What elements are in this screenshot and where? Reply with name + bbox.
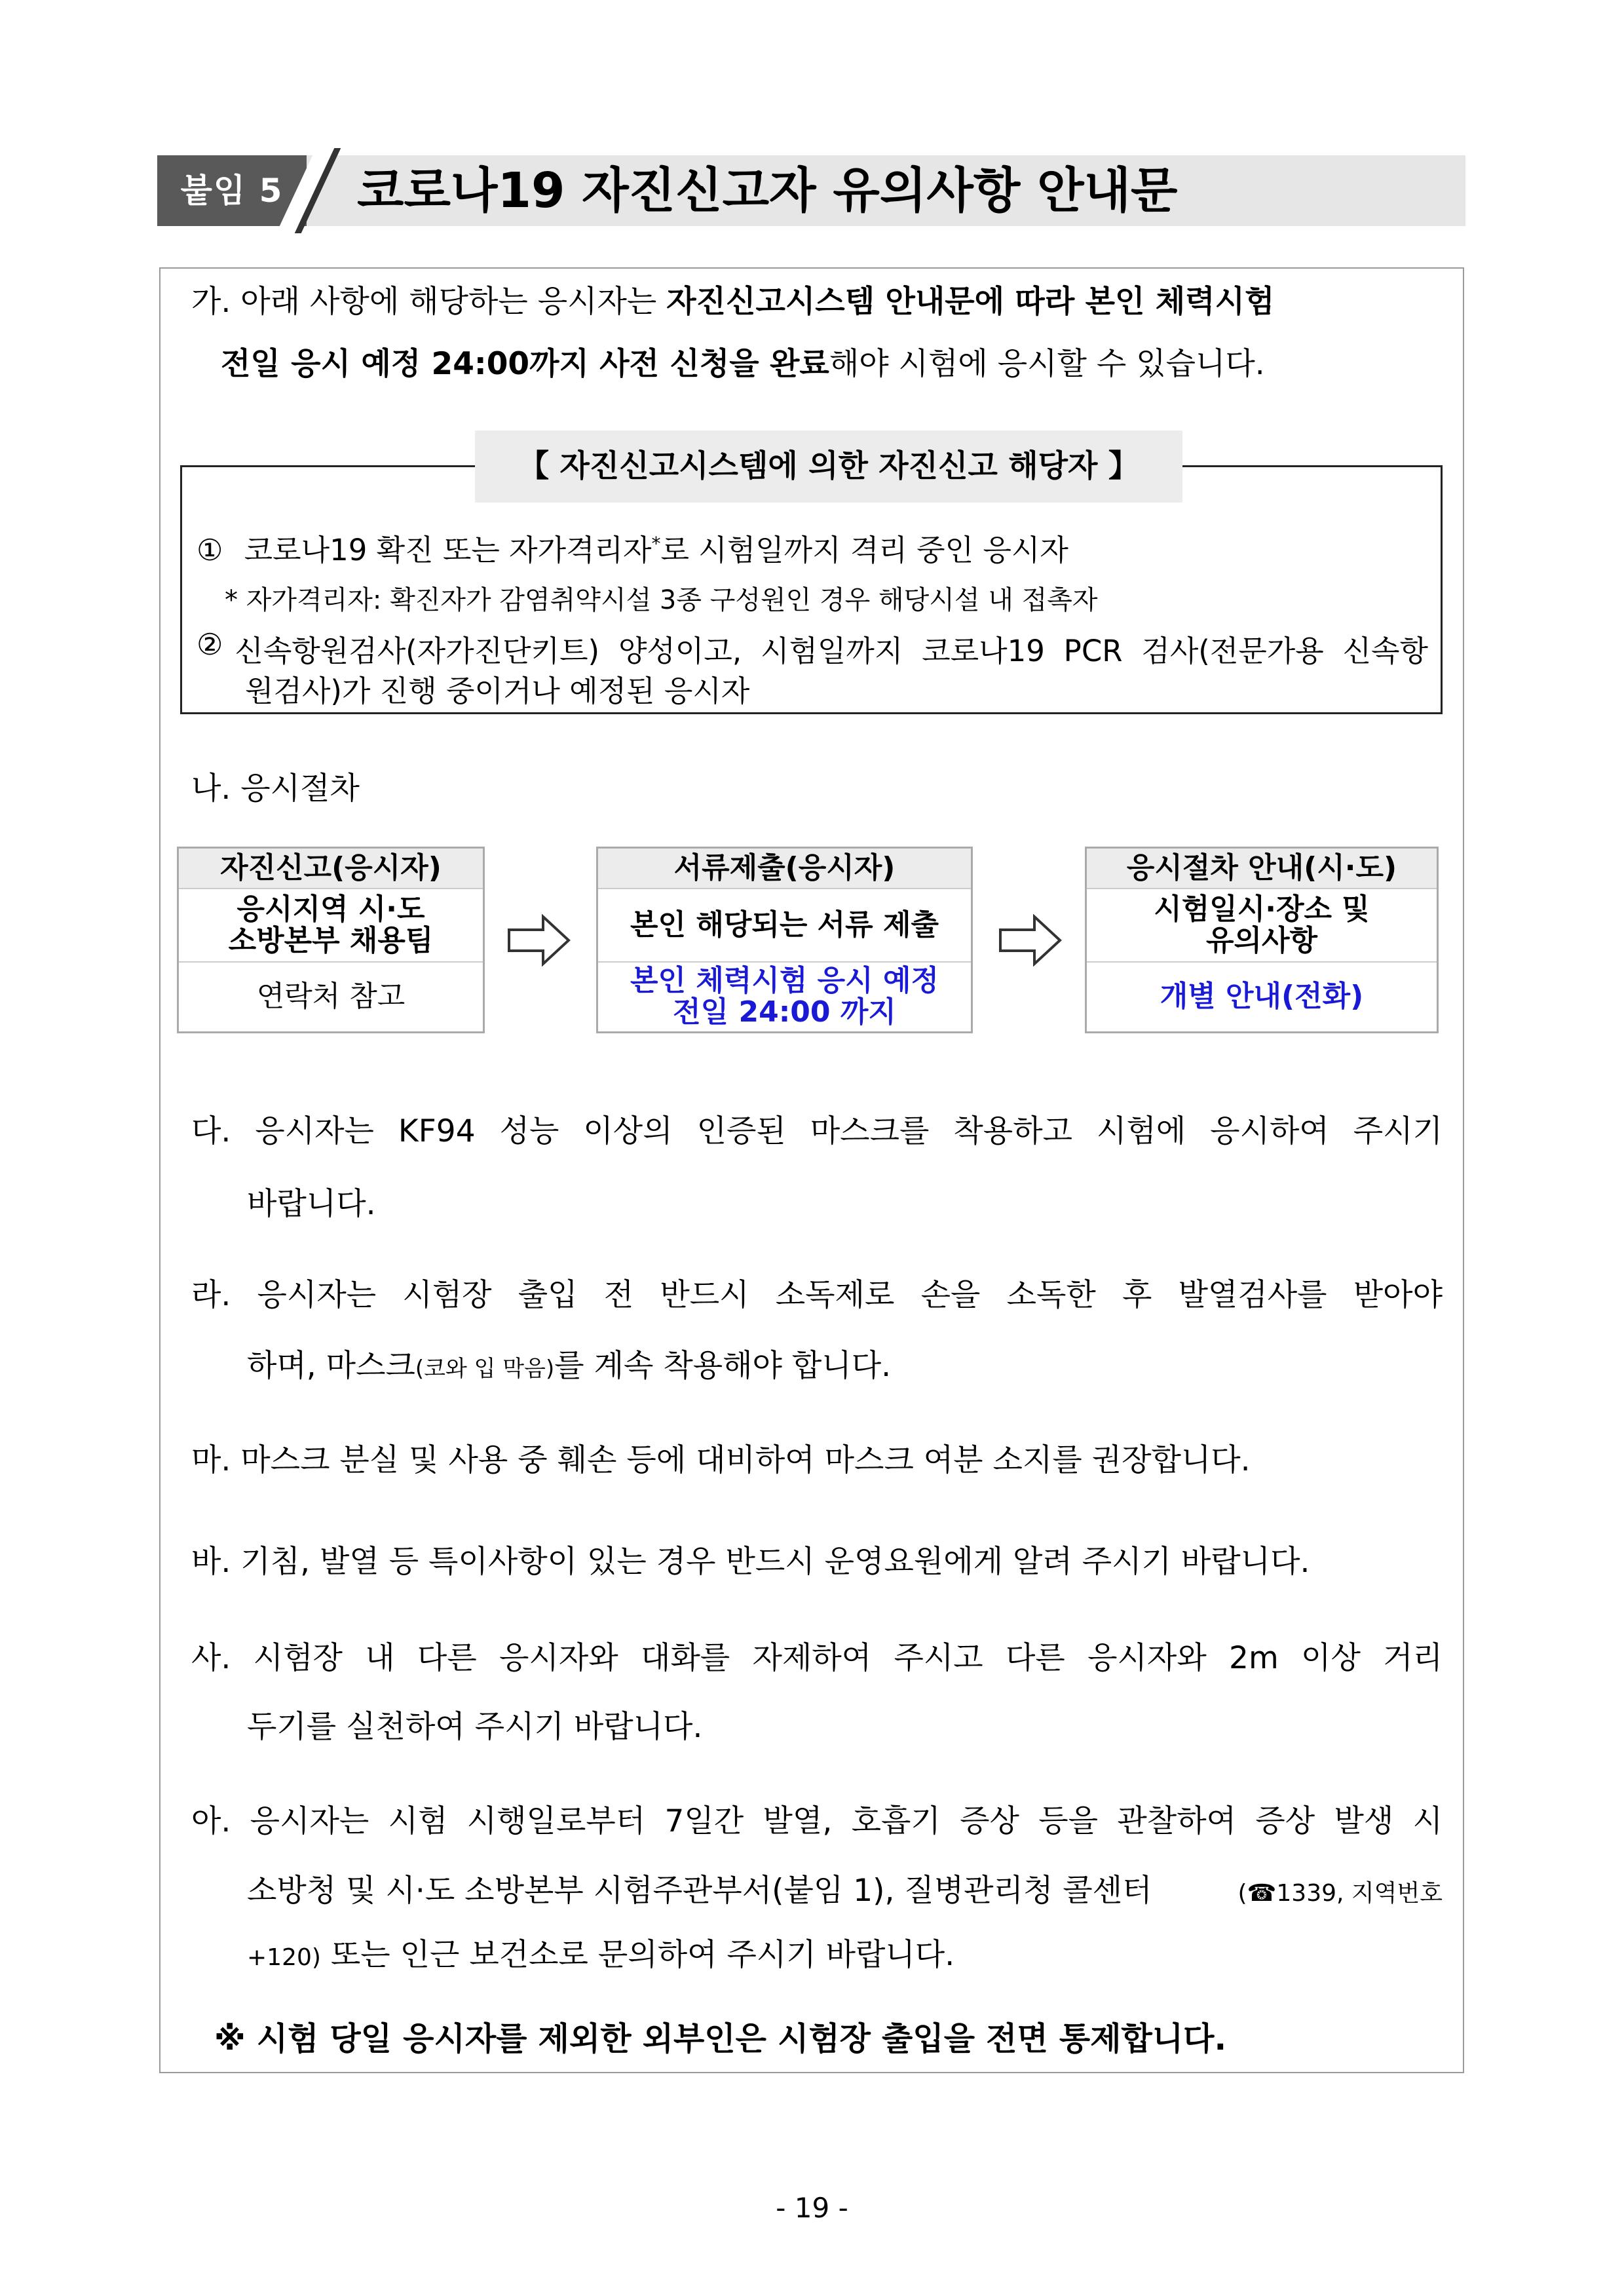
section-ga-text: 가. 아래 사항에 해당하는 응시자는 <box>191 284 667 320</box>
section-ga-bold2: 전일 응시 예정 24:00까지 사전 신청을 완료 <box>221 346 829 382</box>
flow-step-body: 시험일시·장소 및 유의사항 <box>1087 888 1437 961</box>
item-2-line1: 신속항원검사(자가진단키트) 양성이고, 시험일까지 코로나19 PCR 검사(전문가용 신속항 <box>235 634 1428 668</box>
page-number: - 19 - <box>776 2192 848 2224</box>
flow-step-header: 자진신고(응시자) <box>179 849 483 888</box>
right-arrow-icon <box>507 914 571 966</box>
item-2-number: ② <box>197 627 223 662</box>
flow-step-note: 개별 안내(전화) <box>1087 961 1437 1031</box>
flow-step-note: 연락처 참고 <box>179 961 483 1031</box>
flow-step-document-submission <box>596 847 973 1033</box>
notice-text: ※ 시험 당일 응시자를 제외한 외부인은 시험장 출입을 전면 통제합니다. <box>214 2020 1227 2057</box>
item-1-text-a: 코로나19 확진 또는 자가격리자 <box>244 533 652 567</box>
section-ra-text-a: 하며, 마스크 <box>247 1348 415 1384</box>
section-da-line2: 바랍니다. <box>247 1186 376 1222</box>
criteria-footnote: * 자가격리자: 확진자가 감염취약시설 3종 구성원인 경우 해당시설 내 접촉자 <box>225 585 1098 615</box>
section-sa-line2: 두기를 실천하여 주시기 바랍니다. <box>247 1709 703 1745</box>
section-na-heading: 나. 응시절차 <box>191 771 360 807</box>
section-a-text-a: 소방청 및 시·도 소방본부 시험주관부서(붙임 1), 질병관리청 콜센터 <box>247 1873 1152 1909</box>
criteria-item-1 <box>197 526 1068 569</box>
section-a-line1: 아. 응시자는 시험 시행일로부터 7일간 발열, 호흡기 증상 등을 관찰하여 증상 발생 시 <box>191 1803 1443 1839</box>
section-ma-line1: 마. 마스크 분실 및 사용 중 훼손 등에 대비하여 마스크 여분 소지를 권장합니다. <box>191 1442 1251 1478</box>
section-ga-bold: 자진신고시스템 안내문에 따라 본인 체력시험 <box>666 284 1275 320</box>
section-sa-line1: 사. 시험장 내 다른 응시자와 대화를 자제하여 주시고 다른 응시자와 2m 이상 거리 <box>191 1640 1443 1676</box>
section-ra-line2 <box>247 1348 892 1384</box>
section-a-small: (☎1339, 지역번호 <box>1237 1880 1443 1907</box>
flow-step-self-report <box>177 847 485 1033</box>
flow-step-body: 본인 해당되는 서류 제출 <box>598 888 971 961</box>
section-ra-small: (코와 입 막음) <box>415 1356 555 1382</box>
section-ga-text2: 해야 시험에 응시할 수 있습니다. <box>829 346 1265 382</box>
item-1-number: ① <box>197 533 223 567</box>
section-ga-line1 <box>191 284 1443 320</box>
section-a-line3 <box>247 1937 955 1973</box>
right-arrow-icon <box>998 914 1063 966</box>
flow-step-deadline: 본인 체력시험 응시 예정 전일 24:00 까지 <box>598 961 971 1031</box>
self-report-box-title: 【 자진신고시스템에 의한 자진신고 해당자 】 <box>475 430 1182 503</box>
section-a-line2 <box>247 1873 1443 1909</box>
page-title: 코로나19 자진신고자 유의사항 안내문 <box>357 163 1178 219</box>
item-2-line2: 원검사)가 진행 중이거나 예정된 응시자 <box>245 674 750 708</box>
flow-step-header: 서류제출(응시자) <box>598 849 971 888</box>
section-ra-text-b: 를 계속 착용해야 합니다. <box>554 1348 892 1384</box>
section-a-text-b: 또는 인근 보건소로 문의하여 주시기 바랍니다. <box>320 1937 955 1973</box>
item-1-footnote-mark: * <box>651 533 661 554</box>
section-ra-line1: 라. 응시자는 시험장 출입 전 반드시 소독제로 손을 소독한 후 발열검사를 받아야 <box>191 1277 1443 1313</box>
attachment-badge: 붙임 5 <box>157 155 307 226</box>
section-ga-line2 <box>221 346 1265 382</box>
section-da-line1: 다. 응시자는 KF94 성능 이상의 인증된 마스크를 착용하고 시험에 응시하여 주시기 <box>191 1113 1443 1149</box>
section-ba-line1: 바. 기침, 발열 등 특이사항이 있는 경우 반드시 운영요원에게 알려 주시기 바랍니다. <box>191 1544 1310 1580</box>
section-a-small2: +120) <box>247 1944 321 1971</box>
flow-step-guidance <box>1085 847 1439 1033</box>
flow-step-body: 응시지역 시·도 소방본부 채용팀 <box>179 888 483 961</box>
criteria-item-2 <box>197 627 1428 670</box>
item-1-text-b: 로 시험일까지 격리 중인 응시자 <box>660 533 1068 567</box>
flow-step-header: 응시절차 안내(시·도) <box>1087 849 1437 888</box>
